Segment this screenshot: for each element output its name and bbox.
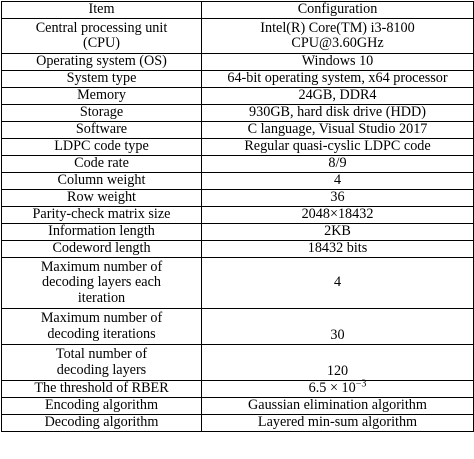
table-row	[2, 398, 474, 415]
table-row	[2, 241, 474, 258]
config-cell: 4	[202, 173, 474, 190]
rber-threshold-exponent: −3	[355, 378, 367, 390]
config-cell: 18432 bits	[202, 241, 474, 258]
table-row	[2, 190, 474, 207]
table-row	[2, 309, 474, 345]
item-cell: Column weight	[2, 173, 202, 190]
config-cell: C language, Visual Studio 2017	[202, 122, 474, 139]
config-cell: 4	[202, 258, 474, 309]
table-row	[2, 54, 474, 71]
config-cell: 120	[202, 345, 474, 381]
config-cell: 2KB	[202, 224, 474, 241]
table-row	[2, 258, 474, 309]
config-line: Intel(R) Core(TM) i3-8100	[260, 19, 415, 36]
rber-threshold-base: 6.5 × 10	[308, 380, 356, 397]
table-row	[2, 71, 474, 88]
config-cell	[202, 378, 474, 398]
item-cell: Row weight	[2, 190, 202, 207]
item-cell: Code rate	[2, 156, 202, 173]
item-cell	[2, 19, 202, 54]
config-cell: 36	[202, 190, 474, 207]
config-cell: Windows 10	[202, 54, 474, 71]
item-cell: Encoding algorithm	[2, 398, 202, 415]
config-cell: Gaussian elimination algorithm	[202, 398, 474, 415]
table-row	[2, 381, 474, 398]
item-cell	[2, 309, 202, 345]
table-row	[2, 122, 474, 139]
item-cell	[2, 345, 202, 381]
configuration-table	[1, 1, 474, 432]
item-cell: Parity-check matrix size	[2, 207, 202, 224]
item-line: Maximum number of	[40, 310, 163, 327]
item-line: decoding iterations	[47, 325, 156, 342]
config-cell: 8/9	[202, 156, 474, 173]
table-row	[2, 224, 474, 241]
item-cell: System type	[2, 71, 202, 88]
item-line: Maximum number of	[40, 258, 163, 275]
config-cell: Regular quasi-cyslic LDPC code	[202, 139, 474, 156]
table-row	[2, 415, 474, 432]
configuration-column-header: Configuration	[202, 2, 474, 19]
config-cell: 30	[202, 309, 474, 345]
item-line: Central processing unit	[35, 19, 168, 36]
config-cell: 24GB, DDR4	[202, 88, 474, 105]
item-cell: Memory	[2, 88, 202, 105]
item-cell: Storage	[2, 105, 202, 122]
item-cell: The threshold of RBER	[2, 381, 202, 398]
item-cell: LDPC code type	[2, 139, 202, 156]
config-line: CPU@3.60GHz	[291, 35, 384, 51]
item-line: (CPU)	[82, 35, 121, 51]
config-cell: Layered min-sum algorithm	[202, 415, 474, 432]
item-cell: Information length	[2, 224, 202, 241]
table-row	[2, 105, 474, 122]
table-row	[2, 207, 474, 224]
item-cell	[2, 258, 202, 309]
item-cell: Decoding algorithm	[2, 415, 202, 432]
table-row	[2, 19, 474, 54]
item-line: decoding layers each	[42, 274, 161, 291]
item-cell: Operating system (OS)	[2, 54, 202, 71]
item-cell: Software	[2, 122, 202, 139]
item-column-header: Item	[2, 2, 202, 19]
config-cell: 64-bit operating system, x64 processor	[202, 71, 474, 88]
table-row	[2, 156, 474, 173]
item-cell: Codeword length	[2, 241, 202, 258]
table-row	[2, 345, 474, 381]
table-row	[2, 88, 474, 105]
table-header-row	[2, 2, 474, 19]
table-row	[2, 173, 474, 190]
config-cell	[202, 19, 474, 54]
table-row	[2, 139, 474, 156]
item-line: iteration	[77, 289, 126, 306]
config-cell: 930GB, hard disk drive (HDD)	[202, 105, 474, 122]
item-line: decoding layers	[56, 361, 147, 378]
config-cell: 2048×18432	[202, 207, 474, 224]
item-line: Total number of	[55, 346, 148, 363]
